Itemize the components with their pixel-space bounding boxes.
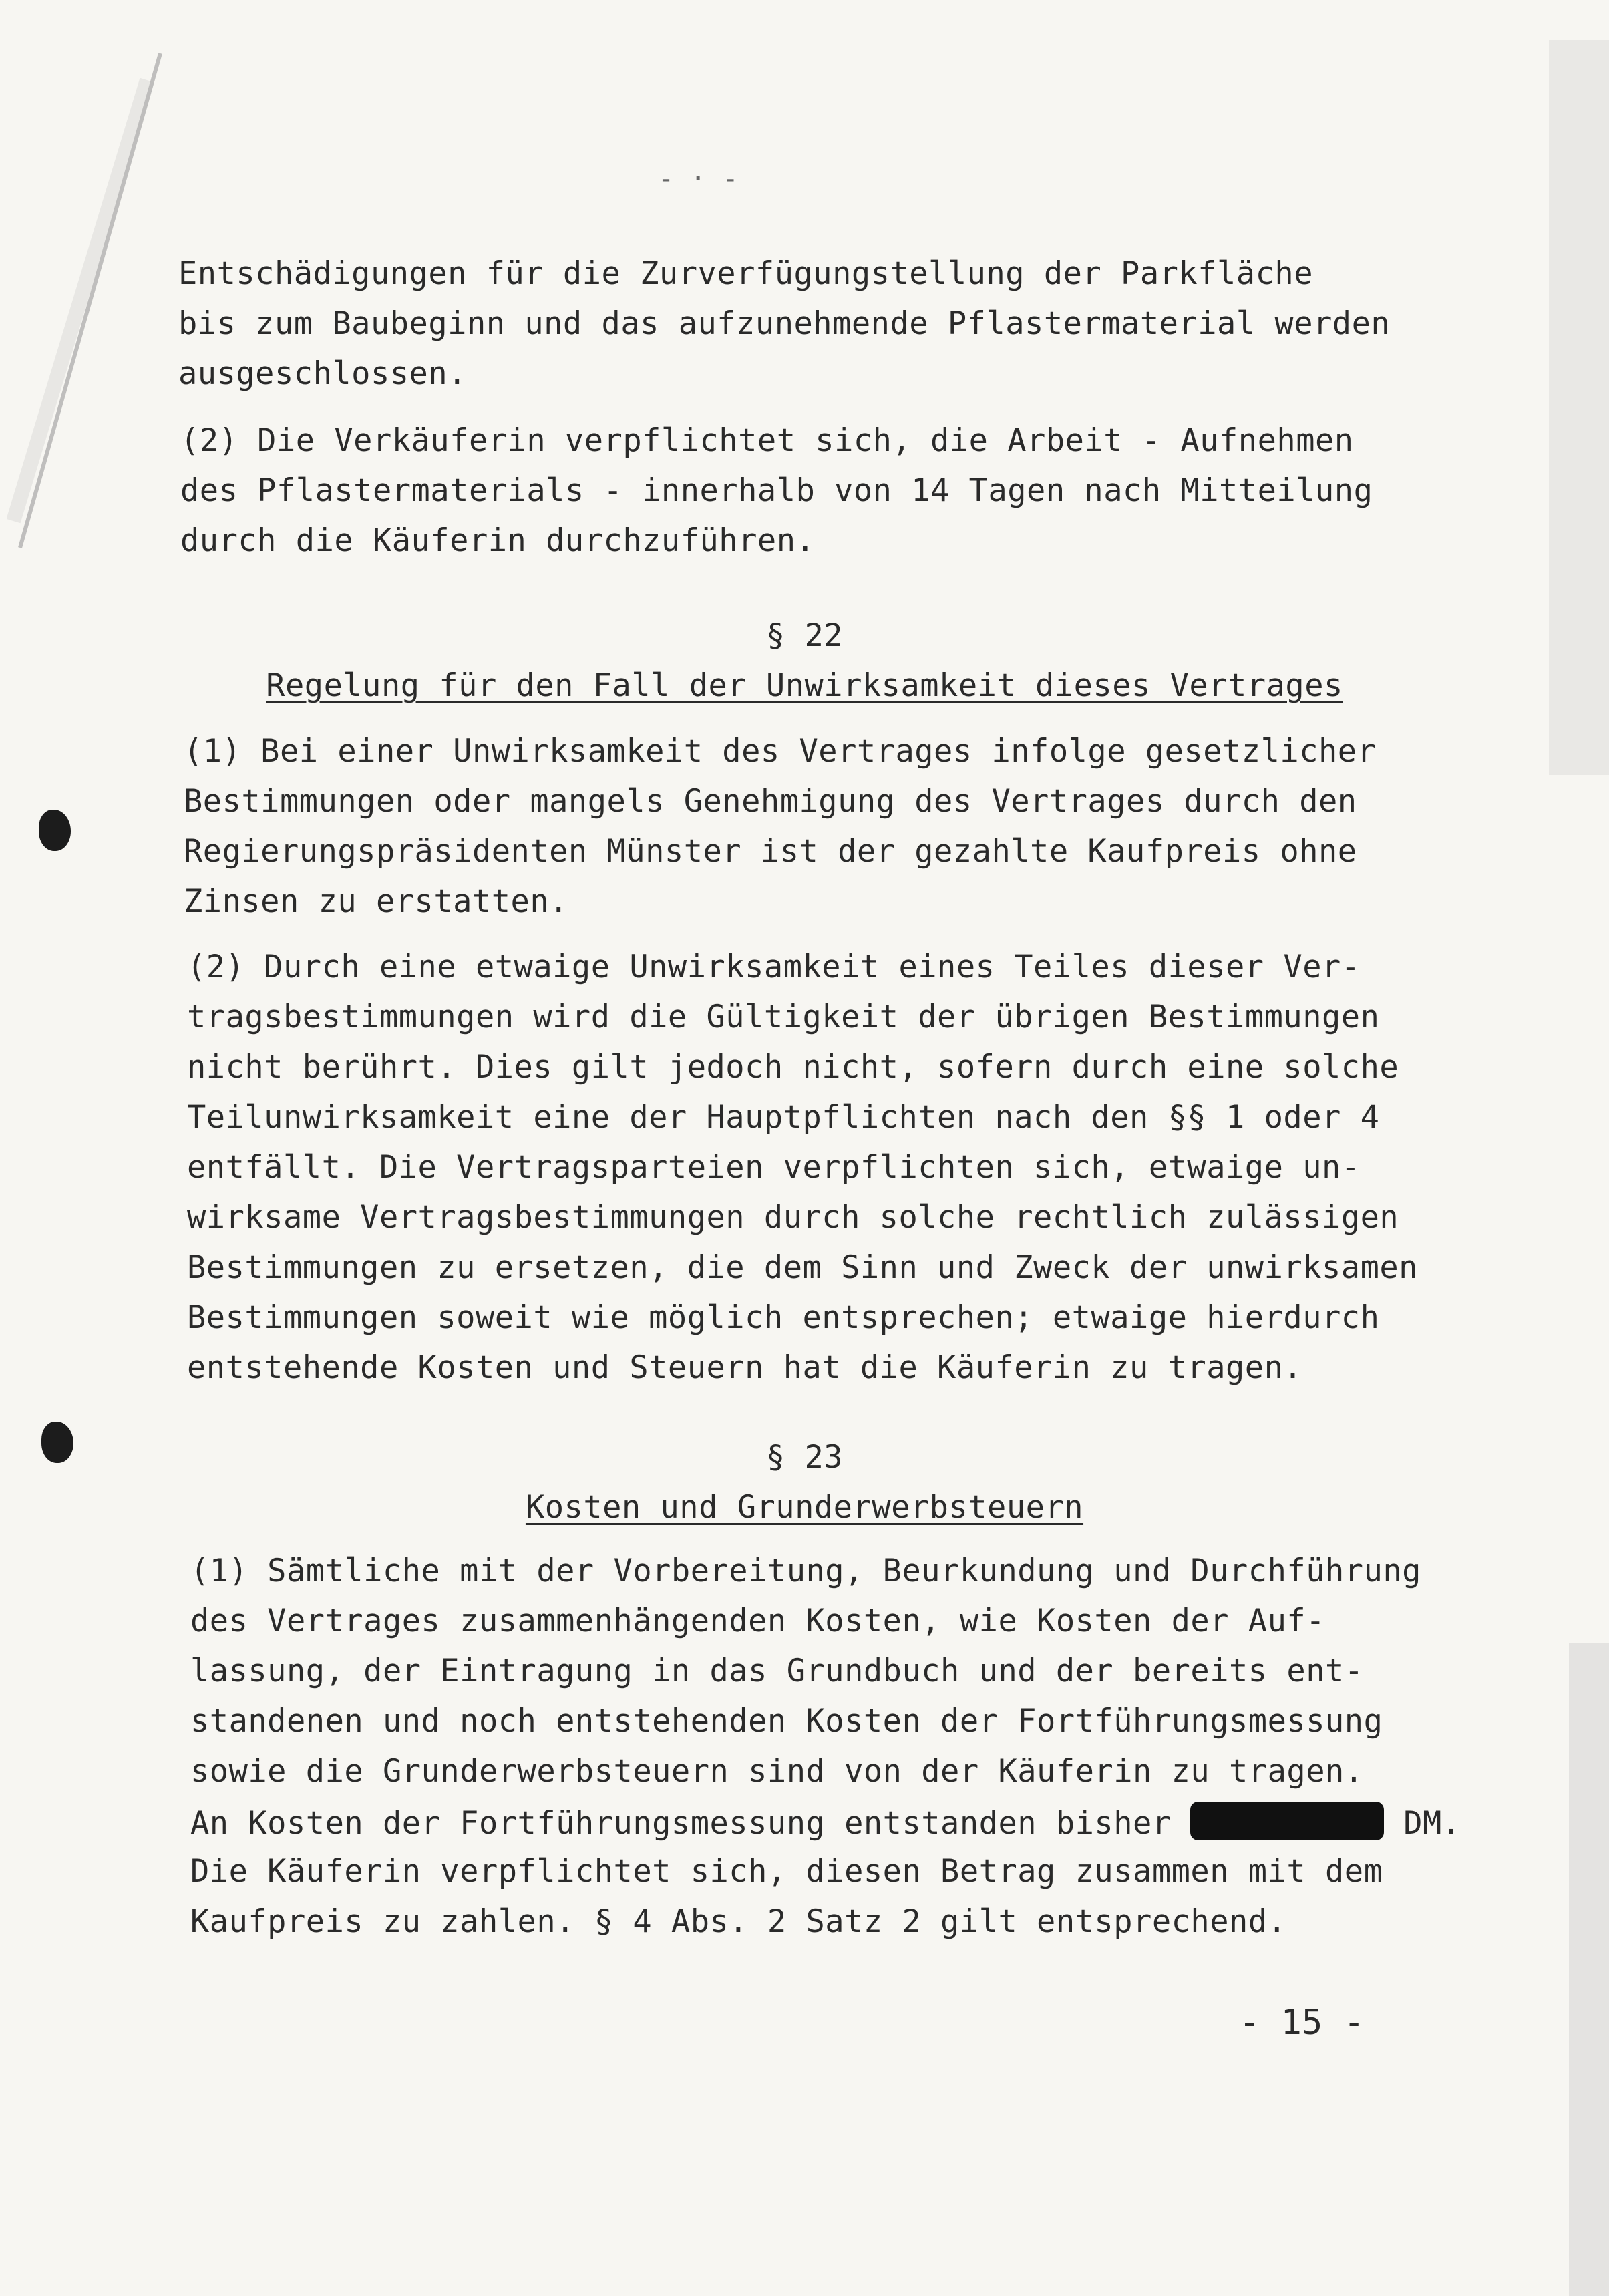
text-line: Bestimmungen zu ersetzen, die dem Sinn und Zweck der unwirksamen xyxy=(187,1249,1418,1286)
cost-line-prefix: An Kosten der Fortführungsmessung entstanden bisher xyxy=(190,1805,1191,1842)
text-line: sowie die Grunderwerbsteuern sind von der Käuferin zu tragen. xyxy=(190,1753,1364,1790)
text-line: lassung, der Eintragung in das Grundbuch und der bereits ent- xyxy=(190,1653,1364,1689)
text-line: des Vertrages zusammenhängenden Kosten, wie Kosten der Auf- xyxy=(190,1603,1325,1639)
text-line: Kaufpreis zu zahlen. § 4 Abs. 2 Satz 2 gilt entsprechend. xyxy=(190,1903,1287,1940)
section-23-number: § 23 xyxy=(765,1439,844,1476)
text-line: Regierungspräsidenten Münster ist der gezahlte Kaufpreis ohne xyxy=(184,833,1357,870)
text-line: des Pflastermaterials - innerhalb von 14 Tagen nach Mitteilung xyxy=(180,472,1373,509)
text-line: bis zum Baubeginn und das aufzunehmende Pflastermaterial werden xyxy=(178,305,1391,342)
text-line: Bestimmungen oder mangels Genehmigung des Vertrages durch den xyxy=(184,783,1357,820)
text-line: (2) Durch eine etwaige Unwirksamkeit eines Teiles dieser Ver- xyxy=(187,949,1361,985)
text-line: entstehende Kosten und Steuern hat die Käuferin zu tragen. xyxy=(187,1349,1303,1386)
text-line: Teilunwirksamkeit eine der Hauptpflichten nach den §§ 1 oder 4 xyxy=(187,1099,1380,1136)
header-mark: - · - xyxy=(658,164,739,194)
text-line: entfällt. Die Vertragsparteien verpflichten sich, etwaige un- xyxy=(187,1149,1361,1186)
scan-edge-noise xyxy=(1502,40,1609,2296)
text-line: Entschädigungen für die Zurverfügungstellung der Parkfläche xyxy=(178,255,1313,292)
section-23-title: Kosten und Grunderwerbsteuern xyxy=(525,1489,1084,1526)
text-line: wirksame Vertragsbestimmungen durch solche rechtlich zulässigen xyxy=(187,1199,1399,1236)
section-22-number: § 22 xyxy=(765,617,844,654)
text-line: Die Käuferin verpflichtet sich, diesen Betrag zusammen mit dem xyxy=(190,1853,1383,1890)
section-22-title: Regelung für den Fall der Unwirksamkeit dieses Vertrages xyxy=(266,667,1343,704)
text-line: (1) Bei einer Unwirksamkeit des Vertrages infolge gesetzlicher xyxy=(184,733,1377,770)
text-line: ausgeschlossen. xyxy=(178,355,467,392)
cost-line-suffix: DM. xyxy=(1384,1805,1461,1842)
text-line: Bestimmungen soweit wie möglich entsprechen; etwaige hierdurch xyxy=(187,1299,1380,1336)
cost-line xyxy=(190,1802,1461,1844)
text-line: Zinsen zu erstatten. xyxy=(184,883,568,920)
text-line: nicht berührt. Dies gilt jedoch nicht, sofern durch eine solche xyxy=(187,1049,1399,1086)
scan-scratch-mark xyxy=(7,53,167,548)
text-line: (1) Sämtliche mit der Vorbereitung, Beurkundung und Durchführung xyxy=(190,1552,1421,1589)
text-line: tragsbestimmungen wird die Gültigkeit der übrigen Bestimmungen xyxy=(187,999,1380,1035)
text-line: (2) Die Verkäuferin verpflichtet sich, die Arbeit - Aufnehmen xyxy=(180,422,1354,459)
text-line: standenen und noch entstehenden Kosten der Fortführungsmessung xyxy=(190,1703,1383,1740)
redaction-bar xyxy=(1190,1802,1384,1840)
text-line: durch die Käuferin durchzuführen. xyxy=(180,522,816,559)
punch-hole-top xyxy=(39,810,71,851)
page-number: - 15 - xyxy=(1239,2003,1365,2043)
